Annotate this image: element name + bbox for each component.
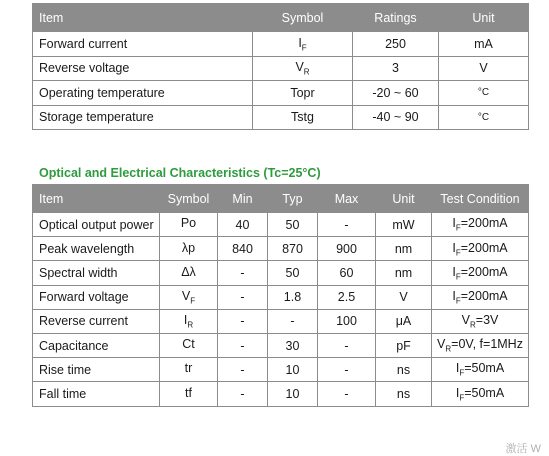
table-row bbox=[33, 105, 529, 130]
table-header-row bbox=[33, 185, 529, 213]
cell-item: Optical output power bbox=[33, 213, 160, 237]
cell-typ: 10 bbox=[268, 382, 318, 406]
header-min: Min bbox=[218, 185, 268, 213]
cell-symbol: Δλ bbox=[160, 261, 218, 285]
header-unit: Unit bbox=[376, 185, 432, 213]
cell-item: Spectral width bbox=[33, 261, 160, 285]
cell-unit: mW bbox=[376, 213, 432, 237]
cell-unit: nm bbox=[376, 237, 432, 261]
table-row bbox=[33, 56, 529, 81]
cell-symbol: $I_F$ bbox=[253, 32, 353, 57]
cell-item: Reverse voltage bbox=[33, 56, 253, 81]
cell-unit: μA bbox=[376, 309, 432, 333]
cell-symbol: λp bbox=[160, 237, 218, 261]
cell-item: Forward voltage bbox=[33, 285, 160, 309]
table-row bbox=[33, 333, 529, 357]
cell-test-condition: $I_F=200mA$ bbox=[432, 285, 529, 309]
cell-min: - bbox=[218, 285, 268, 309]
header-max: Max bbox=[318, 185, 376, 213]
table-row bbox=[33, 382, 529, 406]
cell-test-condition: $I_F=200mA$ bbox=[432, 213, 529, 237]
header-symbol: Symbol bbox=[253, 4, 353, 32]
cell-item: Storage temperature bbox=[33, 105, 253, 130]
cell-item: Fall time bbox=[33, 382, 160, 406]
header-ratings: Ratings bbox=[353, 4, 439, 32]
cell-rating: 3 bbox=[353, 56, 439, 81]
cell-min: 40 bbox=[218, 213, 268, 237]
cell-min: - bbox=[218, 309, 268, 333]
cell-max: - bbox=[318, 358, 376, 382]
cell-unit: ns bbox=[376, 382, 432, 406]
cell-test-condition: $I_F=200mA$ bbox=[432, 261, 529, 285]
cell-unit: °C bbox=[439, 81, 529, 106]
cell-symbol: Topr bbox=[253, 81, 353, 106]
cell-typ: 10 bbox=[268, 358, 318, 382]
table-row bbox=[33, 285, 529, 309]
watermark-text: 激活 W bbox=[505, 443, 541, 455]
cell-symbol: tf bbox=[160, 382, 218, 406]
cell-unit: pF bbox=[376, 333, 432, 357]
table-row bbox=[33, 213, 529, 237]
table-row bbox=[33, 309, 529, 333]
cell-max: - bbox=[318, 213, 376, 237]
header-symbol: Symbol bbox=[160, 185, 218, 213]
table-row bbox=[33, 261, 529, 285]
cell-typ: 50 bbox=[268, 261, 318, 285]
cell-max: 900 bbox=[318, 237, 376, 261]
optical-electrical-table bbox=[32, 184, 529, 407]
table-row bbox=[33, 237, 529, 261]
cell-test-condition: $I_F=200mA$ bbox=[432, 237, 529, 261]
cell-rating: -40 ~ 90 bbox=[353, 105, 439, 130]
cell-item: Capacitance bbox=[33, 333, 160, 357]
cell-min: - bbox=[218, 382, 268, 406]
cell-item: Rise time bbox=[33, 358, 160, 382]
cell-symbol: Po bbox=[160, 213, 218, 237]
cell-item: Peak wavelength bbox=[33, 237, 160, 261]
cell-symbol: $V_F$ bbox=[160, 285, 218, 309]
cell-min: 840 bbox=[218, 237, 268, 261]
cell-test-condition: $V_R=0V$, f=1MHz bbox=[432, 333, 529, 357]
cell-item: Operating temperature bbox=[33, 81, 253, 106]
table-header-row bbox=[33, 4, 529, 32]
cell-typ: 1.8 bbox=[268, 285, 318, 309]
cell-symbol: Ct bbox=[160, 333, 218, 357]
cell-symbol: $I_R$ bbox=[160, 309, 218, 333]
cell-typ: 30 bbox=[268, 333, 318, 357]
cell-test-condition: $V_R=3V$ bbox=[432, 309, 529, 333]
cell-test-condition: $I_F=50mA$ bbox=[432, 358, 529, 382]
header-item: Item bbox=[33, 4, 253, 32]
cell-unit: ns bbox=[376, 358, 432, 382]
header-unit: Unit bbox=[439, 4, 529, 32]
cell-typ: - bbox=[268, 309, 318, 333]
cell-max: - bbox=[318, 382, 376, 406]
header-test-condition: Test Condition bbox=[432, 185, 529, 213]
cell-min: - bbox=[218, 333, 268, 357]
cell-min: - bbox=[218, 261, 268, 285]
absolute-maximum-ratings-table bbox=[32, 3, 529, 130]
cell-unit: V bbox=[439, 56, 529, 81]
header-item: Item bbox=[33, 185, 160, 213]
cell-item: Forward current bbox=[33, 32, 253, 57]
cell-typ: 870 bbox=[268, 237, 318, 261]
cell-unit: mA bbox=[439, 32, 529, 57]
cell-max: - bbox=[318, 333, 376, 357]
header-typ: Typ bbox=[268, 185, 318, 213]
cell-unit: nm bbox=[376, 261, 432, 285]
cell-symbol: tr bbox=[160, 358, 218, 382]
cell-max: 60 bbox=[318, 261, 376, 285]
table-row bbox=[33, 358, 529, 382]
cell-typ: 50 bbox=[268, 213, 318, 237]
cell-min: - bbox=[218, 358, 268, 382]
cell-max: 100 bbox=[318, 309, 376, 333]
cell-max: 2.5 bbox=[318, 285, 376, 309]
cell-rating: -20 ~ 60 bbox=[353, 81, 439, 106]
section-title: Optical and Electrical Characteristics (Tc=25°C) bbox=[39, 166, 321, 180]
cell-unit: °C bbox=[439, 105, 529, 130]
table-row bbox=[33, 32, 529, 57]
table-row bbox=[33, 81, 529, 106]
cell-test-condition: $I_F=50mA$ bbox=[432, 382, 529, 406]
cell-symbol: $V_R$ bbox=[253, 56, 353, 81]
cell-unit: V bbox=[376, 285, 432, 309]
cell-item: Reverse current bbox=[33, 309, 160, 333]
cell-rating: 250 bbox=[353, 32, 439, 57]
cell-symbol: Tstg bbox=[253, 105, 353, 130]
